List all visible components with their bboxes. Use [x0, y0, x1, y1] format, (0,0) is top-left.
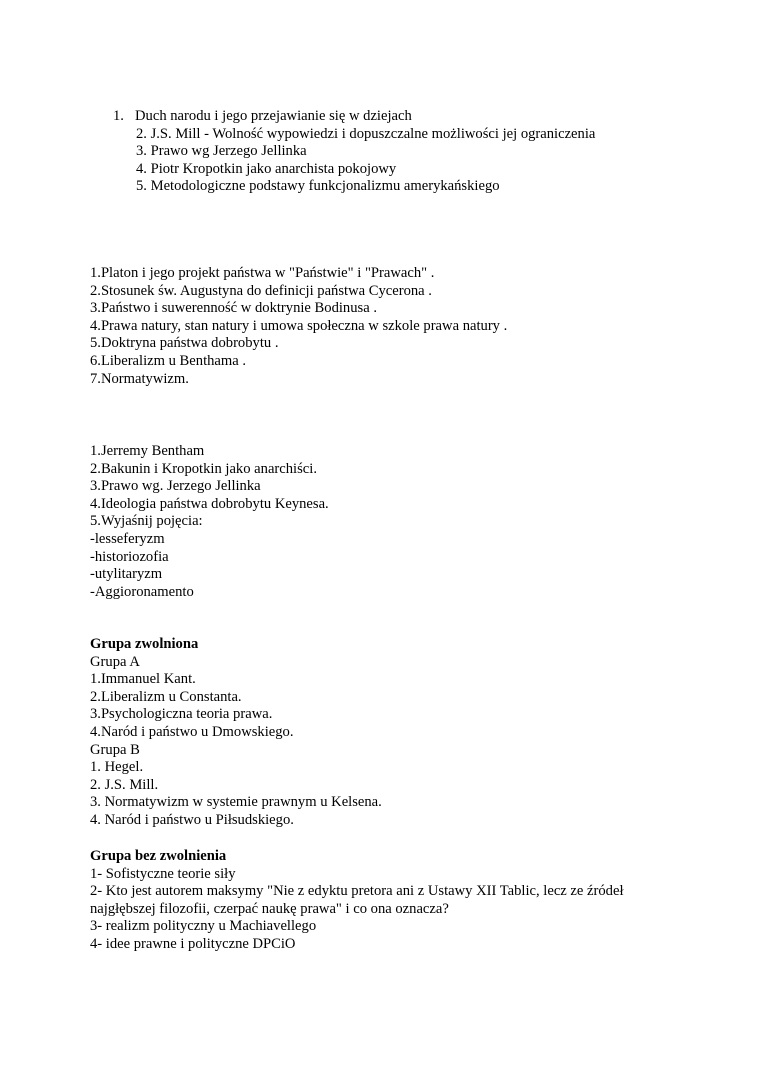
list-item: 1.Jerremy Bentham — [90, 443, 205, 459]
list-item-text: Duch narodu i jego przejawianie się w dziejach — [135, 108, 412, 124]
list-item: 2- Kto jest autorem maksymy "Nie z edyktu pretora ani z Ustawy XII Tablic, lecz ze źródeł najgłębszej filozofii, czerpać naukę prawa" i co ona oznacza? — [90, 883, 624, 917]
list-item: 4. Naród i państwo u Piłsudskiego. — [90, 811, 294, 828]
list-item: 2.Stosunek św. Augustyna do definicji państwa Cycerona . — [90, 282, 432, 299]
term-item: -historiozofia — [90, 548, 169, 565]
list-item-number: 1. — [113, 108, 124, 124]
group-a-label: Grupa A — [90, 653, 140, 670]
list-item: 2. J.S. Mill. — [90, 776, 159, 793]
section-heading: Grupa zwolniona — [90, 636, 199, 652]
term-item: -lesseferyzm — [90, 530, 165, 547]
term-item: -Aggioronamento — [90, 583, 194, 600]
list-item: 4.Ideologia państwa dobrobytu Keynesa. — [90, 495, 329, 512]
list-item: 3. Prawo wg Jerzego Jellinka — [136, 143, 307, 160]
list-item: 1. Hegel. — [90, 759, 144, 776]
exempt-group-section — [90, 636, 680, 830]
topic-list-1 — [90, 108, 680, 196]
list-item: 2.Bakunin i Kropotkin jako anarchiści. — [90, 460, 317, 477]
list-item: 4.Prawa natury, stan natury i umowa społeczna w szkole prawa natury . — [90, 317, 508, 334]
topic-list-2 — [90, 265, 680, 388]
list-item: 4. Piotr Kropotkin jako anarchista pokojowy — [136, 160, 397, 177]
list-item: 5.Doktryna państwa dobrobytu . — [90, 335, 279, 352]
list-item: 3. Normatywizm w systemie prawnym u Kelsena. — [90, 794, 382, 811]
list-item: 4- idee prawne i polityczne DPCiO — [90, 935, 296, 952]
list-item: 5.Wyjaśnij pojęcia: — [90, 513, 203, 530]
section-heading: Grupa bez zwolnienia — [90, 848, 227, 864]
list-item: 1.Platon i jego projekt państwa w "Państwie" i "Prawach" . — [90, 265, 435, 281]
list-item: 4.Naród i państwo u Dmowskiego. — [90, 723, 294, 740]
non-exempt-group-section — [90, 848, 680, 954]
list-item: 3.Prawo wg. Jerzego Jellinka — [90, 478, 261, 495]
list-item: 1.Immanuel Kant. — [90, 671, 196, 688]
group-b-label: Grupa B — [90, 741, 140, 758]
list-item: 3.Psychologiczna teoria prawa. — [90, 706, 273, 723]
list-item: 1- Sofistyczne teorie siły — [90, 865, 236, 882]
list-item: 2. J.S. Mill - Wolność wypowiedzi i dopuszczalne możliwości jej ograniczenia — [136, 125, 596, 142]
list-item: 7.Normatywizm. — [90, 370, 189, 387]
list-item — [90, 108, 680, 126]
list-item: 3.Państwo i suwerenność w doktrynie Bodinusa . — [90, 300, 377, 317]
term-item: -utylitaryzm — [90, 566, 163, 583]
list-item: 3- realizm polityczny u Machiavellego — [90, 918, 317, 935]
list-item: 2.Liberalizm u Constanta. — [90, 688, 242, 705]
list-item: 5. Metodologiczne podstawy funkcjonalizmu amerykańskiego — [136, 178, 500, 195]
list-item: 6.Liberalizm u Benthama . — [90, 352, 247, 369]
topic-list-3 — [90, 443, 680, 601]
